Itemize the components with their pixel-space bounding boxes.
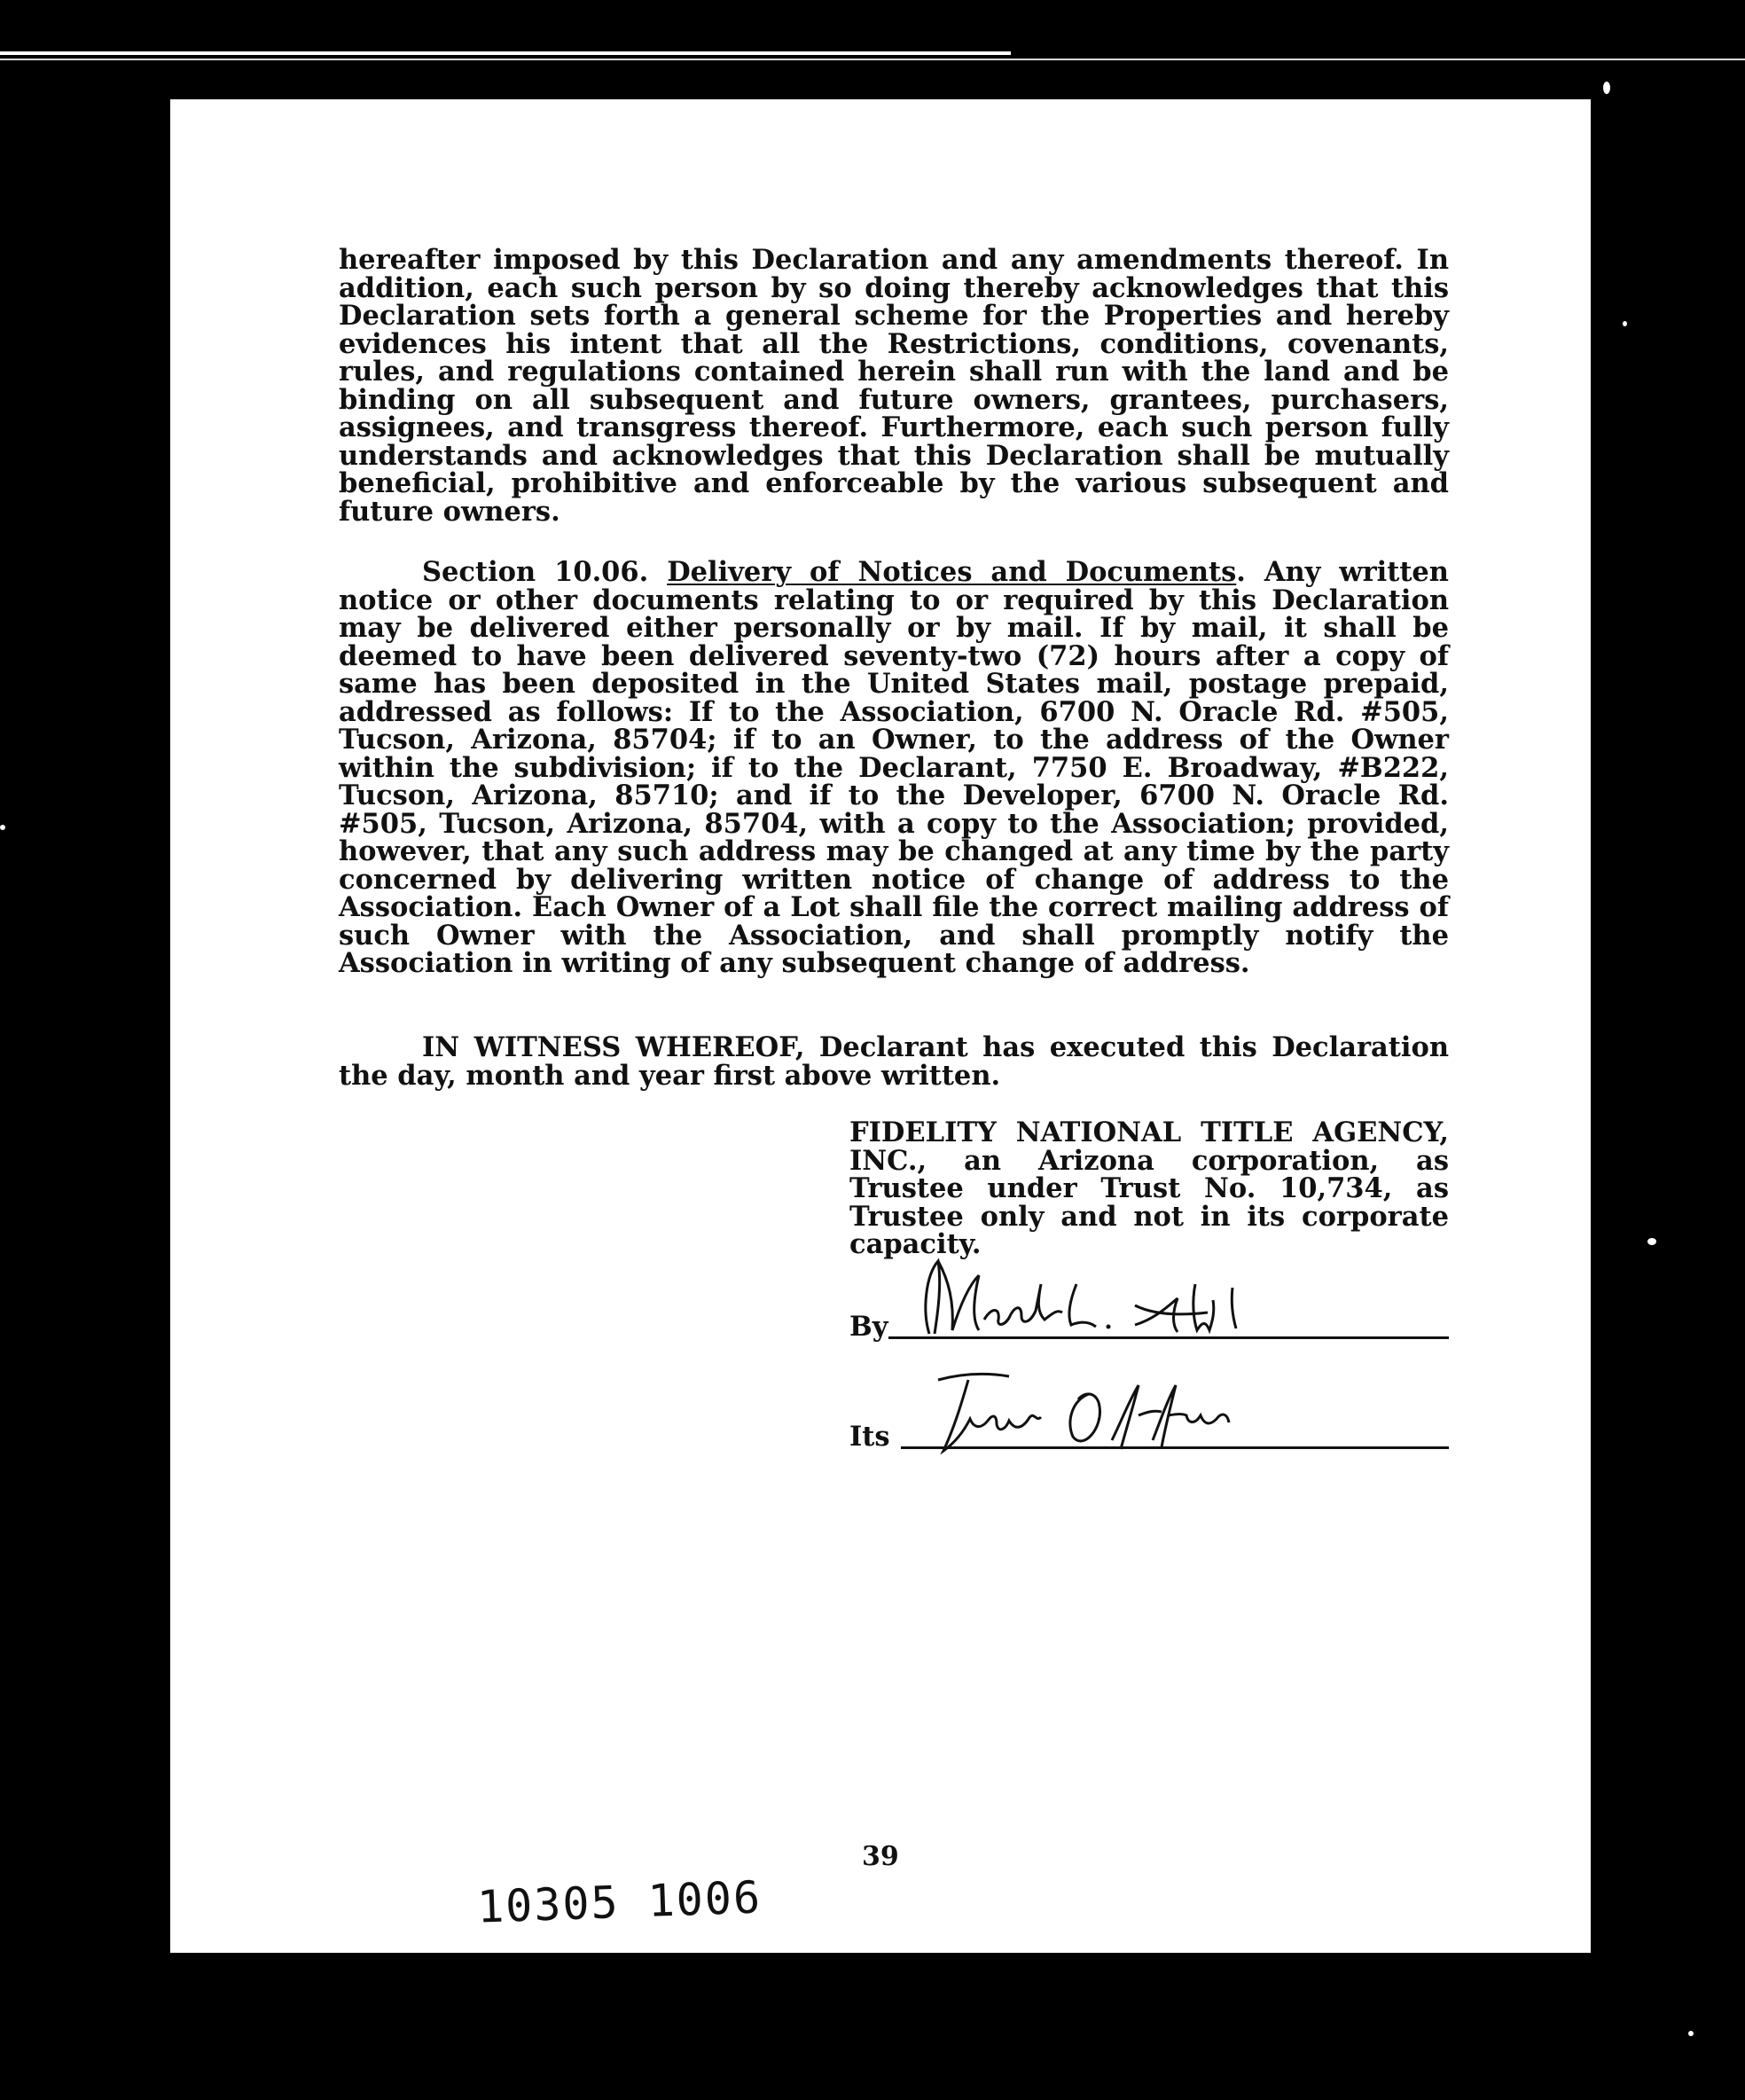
page-number: 39 — [862, 1841, 899, 1872]
scan-border-top — [0, 51, 1011, 55]
scan-speck — [1688, 2031, 1694, 2036]
scan-border-line — [0, 59, 1745, 60]
by-label: By — [849, 1311, 888, 1343]
section-number: Section 10.06. — [422, 556, 649, 588]
document-page — [170, 99, 1591, 1953]
witness-text: IN WITNESS WHEREOF, Declarant has executed this Declaration the day, month and year first above written. — [339, 1031, 1449, 1092]
handwritten-title — [906, 1364, 1243, 1461]
its-label: Its — [849, 1421, 890, 1453]
paragraph-declaration-continuation: hereafter imposed by this Declaration and any amendments thereof. In addition, each such person by so doing thereby acknowledges that this Declaration sets forth a general scheme for the Properties and hereby evidences his intent that all the Restrictions, conditions, covenants, rules, and regulations contained herein shall run with the land and be binding on all subsequent and future owners, grantees, purchasers, assignees, and transgress thereof. Furthermore, each such person fully understands and acknowledges that this Declaration shall be mutually beneficial, prohibitive and enforceable by the various subsequent and future owners. — [339, 244, 1449, 528]
signature-line-by — [849, 1307, 1449, 1343]
scan-speck — [1603, 82, 1610, 94]
signature-line-its — [849, 1417, 1449, 1453]
scan-speck — [1647, 1238, 1656, 1245]
scan-speck — [1623, 321, 1627, 326]
signature-entity-block: FIDELITY NATIONAL TITLE AGENCY, INC., an Arizona corporation, as Trustee under Trust No. 10,734, as Trustee only and not in its corporate capacity. — [849, 1117, 1449, 1260]
handwritten-signature — [903, 1249, 1293, 1346]
paragraph-section-10-06 — [339, 556, 1449, 979]
scan-speck — [0, 825, 5, 830]
recording-stamp: 10305 1006 — [476, 1871, 763, 1933]
paragraph-witness — [339, 1031, 1449, 1092]
section-heading: Delivery of Notices and Documents — [667, 556, 1237, 588]
section-body: . Any written notice or other documents relating to or required by this Declaration may be delivered either personally or by mail. If by mail, it shall be deemed to have been delivered seventy-two (72) hours after a copy of same has been deposited in the United States mail, postage prepaid, addressed as follows: If to the Association, 6700 N. Oracle Rd. #505, Tucson, Arizona, 85704; if to an Owner, to the address of the Owner within the subdivision; if to the Declarant, 7750 E. Broadway, #B222, Tucson, Arizona, 85710; and if to the Developer, 6700 N. Oracle Rd. #505, Tucson, Arizona, 85704, with a copy to the Association; provided, however, that any such address may be changed at any time by the party concerned by delivering written notice of change of address to the Association. Each Owner of a Lot shall file the correct mailing address of such Owner with the Association, and shall promptly notify the Association in writing of any subsequent change of address. — [339, 556, 1449, 979]
